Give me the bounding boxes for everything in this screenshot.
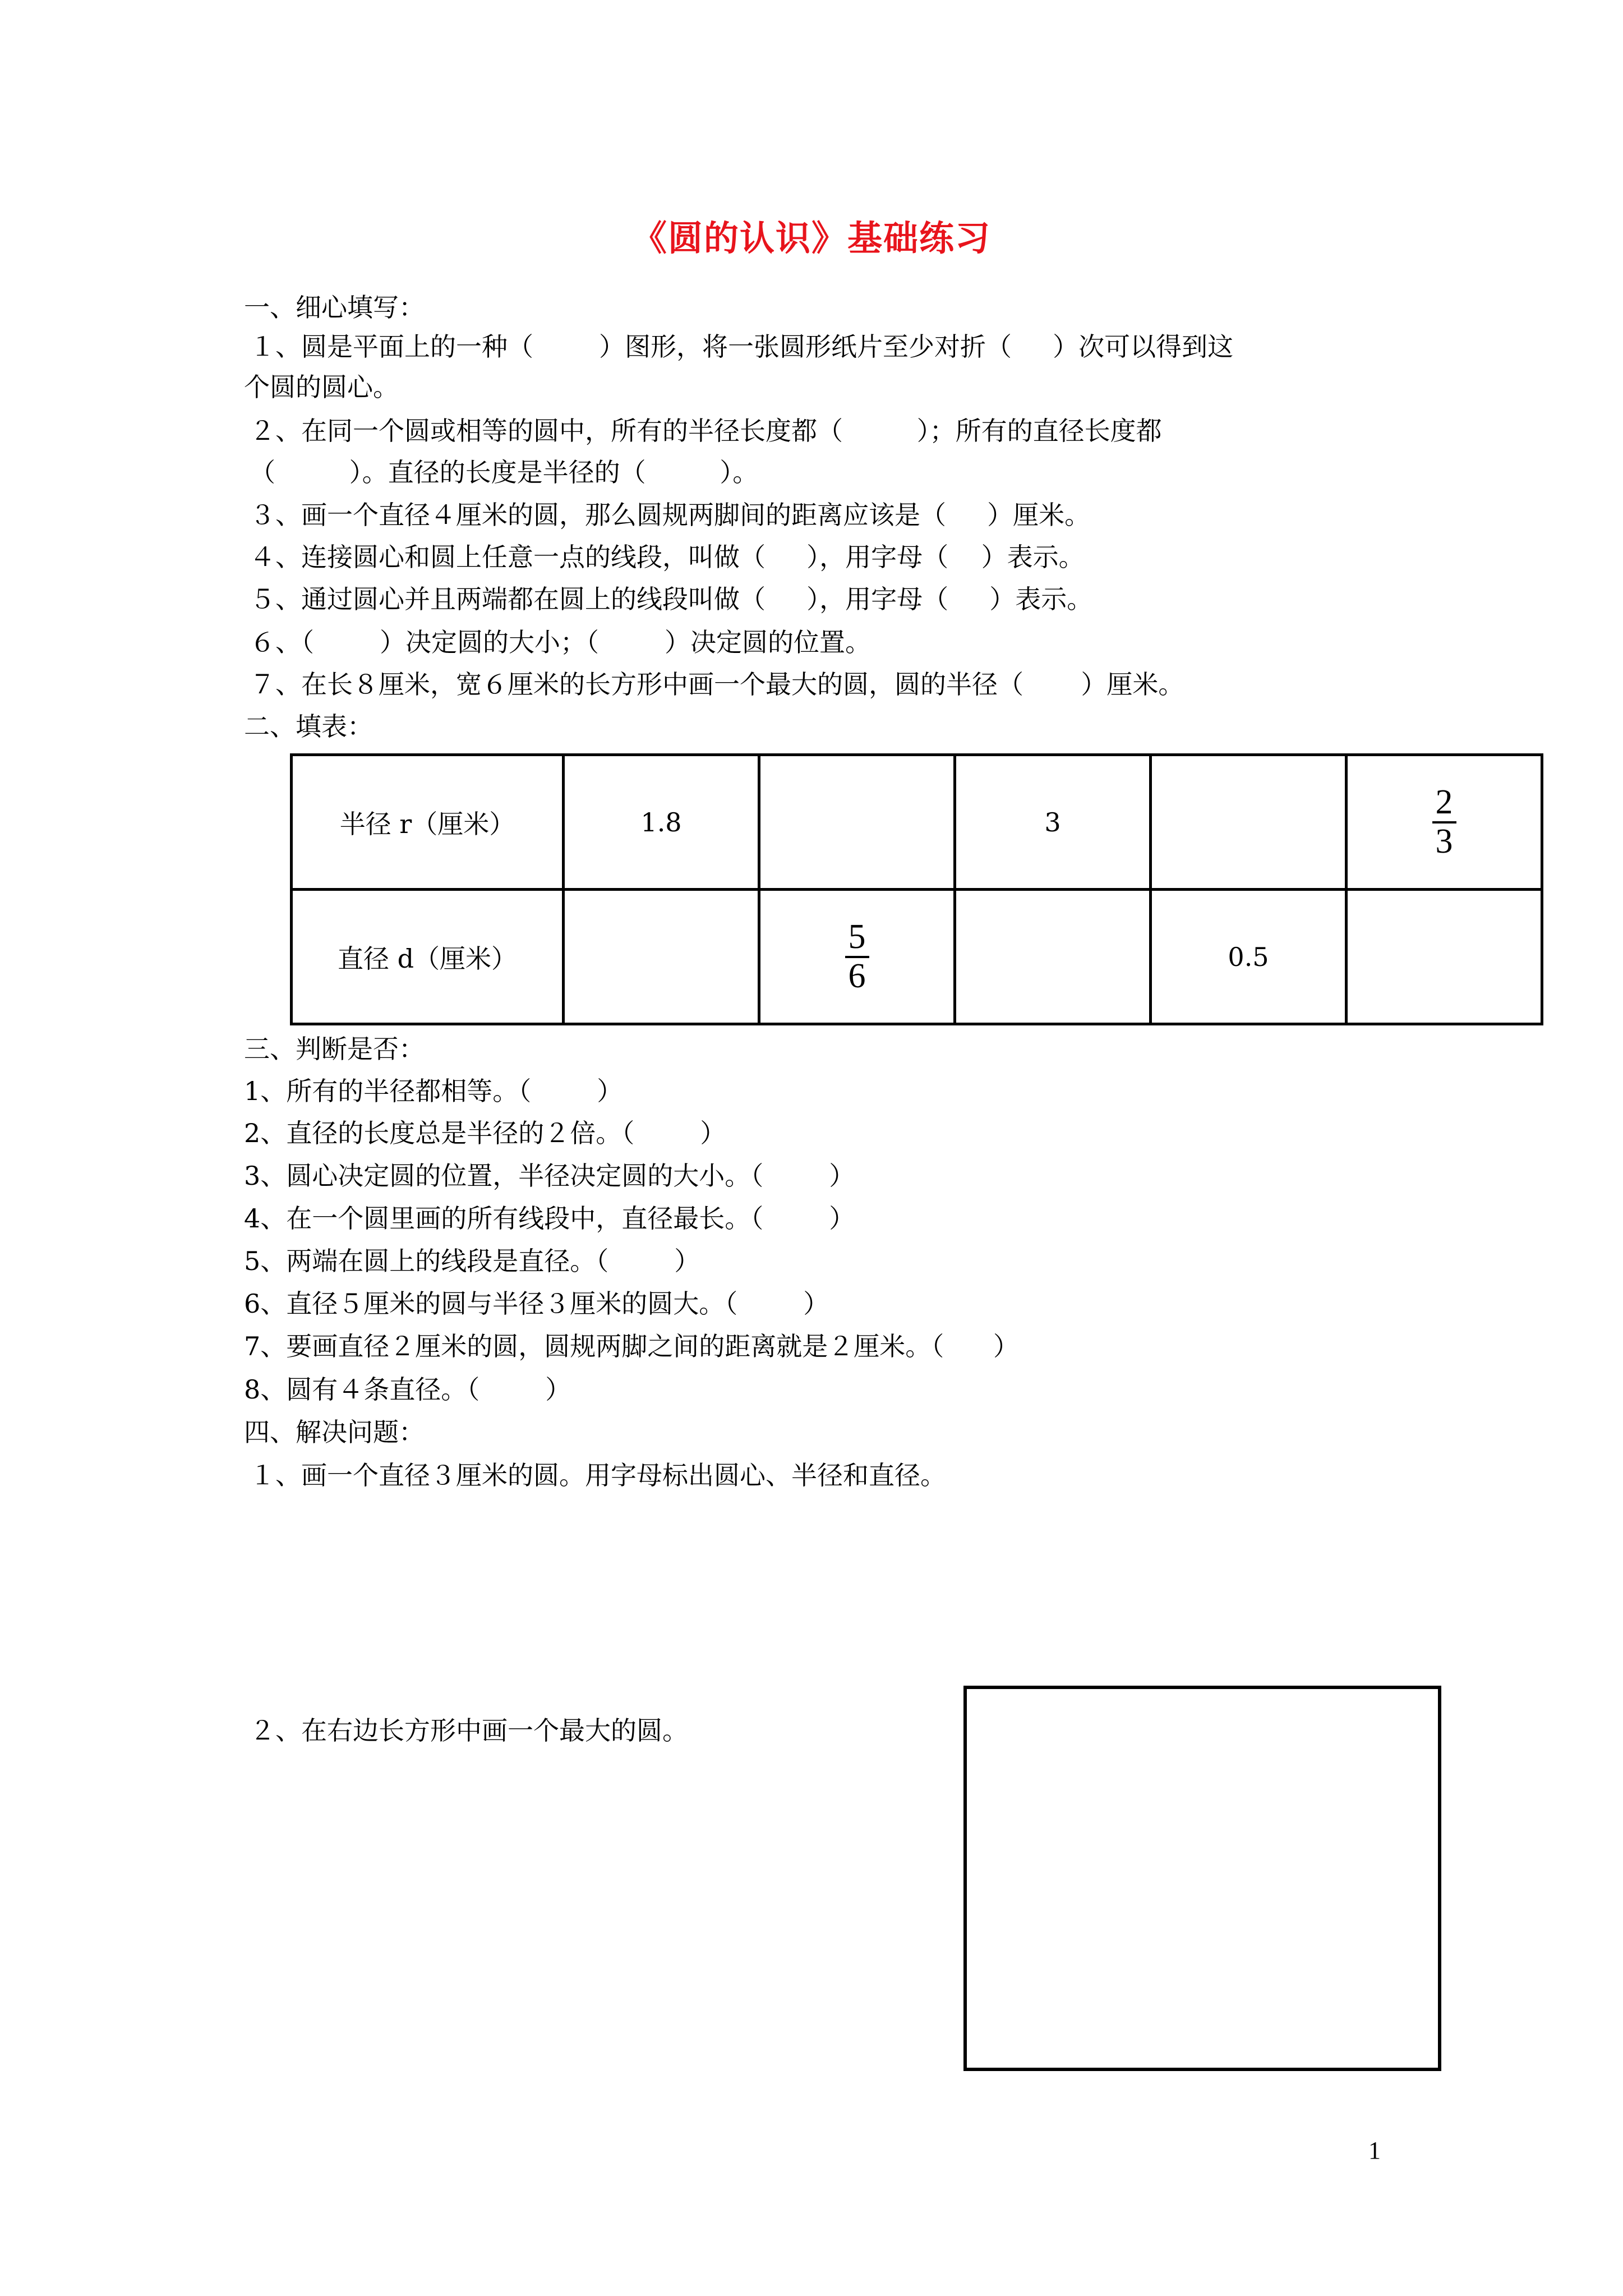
page-number: 1 bbox=[1368, 2137, 1381, 2164]
fraction bbox=[845, 919, 869, 994]
fill-item-5: ５、通过圆心并且两端都在圆上的线段叫做（ ），用字母（ ）表示。 bbox=[250, 584, 1093, 614]
table-row-radius bbox=[292, 755, 1542, 890]
table-cell: 3 bbox=[955, 755, 1151, 890]
fill-item-1-cont: 个圆的圆心。 bbox=[244, 372, 399, 402]
worksheet-title: 《圆的认识》基础练习 bbox=[631, 218, 991, 259]
table-cell bbox=[1347, 890, 1542, 1024]
table-cell-fraction bbox=[759, 890, 955, 1024]
judge-item-7: 7、要画直径２厘米的圆，圆规两脚之间的距离就是２厘米。（ ） bbox=[244, 1331, 1019, 1361]
fill-item-2-cont: （ ）。直径的长度是半径的（ ）。 bbox=[250, 457, 759, 487]
fill-item-6: ６、（ ）决定圆的大小；（ ）决定圆的位置。 bbox=[250, 627, 871, 657]
table-cell-label: 半径 r（厘米） bbox=[292, 755, 564, 890]
fill-item-4: ４、连接圆心和圆上任意一点的线段，叫做（ ），用字母（ ）表示。 bbox=[250, 542, 1085, 572]
table-cell bbox=[564, 890, 759, 1024]
section2-heading: 二、填表： bbox=[244, 711, 373, 742]
section4-heading: 四、解决问题： bbox=[244, 1417, 425, 1447]
table-cell-label: 直径 d（厘米） bbox=[292, 890, 564, 1024]
table-cell: 1.8 bbox=[564, 755, 759, 890]
judge-item-2: 2、直径的长度总是半径的２倍。（ ） bbox=[244, 1118, 726, 1148]
judge-item-8: 8、圆有４条直径。（ ） bbox=[244, 1374, 571, 1405]
radius-diameter-table bbox=[290, 753, 1543, 1025]
table-cell bbox=[1151, 755, 1347, 890]
table-row-diameter bbox=[292, 890, 1542, 1024]
section3-heading: 三、判断是否： bbox=[244, 1034, 425, 1064]
fill-item-7: ７、在长８厘米，宽６厘米的长方形中画一个最大的圆，圆的半径（ ）厘米。 bbox=[250, 669, 1184, 700]
judge-item-5: 5、两端在圆上的线段是直径。（ ） bbox=[244, 1246, 700, 1276]
fill-item-3: ３、画一个直径４厘米的圆，那么圆规两脚间的距离应该是（ ）厘米。 bbox=[250, 500, 1091, 530]
fraction-numerator: 2 bbox=[1432, 784, 1456, 823]
judge-item-4: 4、在一个圆里画的所有线段中，直径最长。（ ） bbox=[244, 1203, 855, 1234]
table-cell bbox=[955, 890, 1151, 1024]
section1-heading: 一、细心填写： bbox=[244, 292, 425, 323]
table-cell: 0.5 bbox=[1151, 890, 1347, 1024]
judge-item-3: 3、圆心决定圆的位置，半径决定圆的大小。（ ） bbox=[244, 1161, 855, 1191]
fraction bbox=[1432, 784, 1456, 859]
fraction-denominator: 3 bbox=[1435, 822, 1453, 861]
table-cell bbox=[759, 755, 955, 890]
fraction-numerator: 5 bbox=[845, 919, 869, 958]
judge-item-6: 6、直径５厘米的圆与半径３厘米的圆大。（ ） bbox=[244, 1289, 829, 1319]
fraction-denominator: 6 bbox=[848, 956, 866, 995]
table-cell-fraction bbox=[1347, 755, 1542, 890]
problem-1: １、画一个直径３厘米的圆。用字母标出圆心、半径和直径。 bbox=[250, 1460, 946, 1490]
problem-2: ２、在右边长方形中画一个最大的圆。 bbox=[250, 1715, 688, 1746]
drawing-rectangle[interactable] bbox=[963, 1686, 1441, 2071]
fill-item-1: １、圆是平面上的一种（ ）图形，将一张圆形纸片至少对折（ ）次可以得到这 bbox=[250, 332, 1234, 362]
judge-item-1: 1、所有的半径都相等。（ ） bbox=[244, 1076, 623, 1106]
fill-item-2: ２、在同一个圆或相等的圆中，所有的半径长度都（ ）；所有的直径长度都 bbox=[250, 416, 1162, 446]
